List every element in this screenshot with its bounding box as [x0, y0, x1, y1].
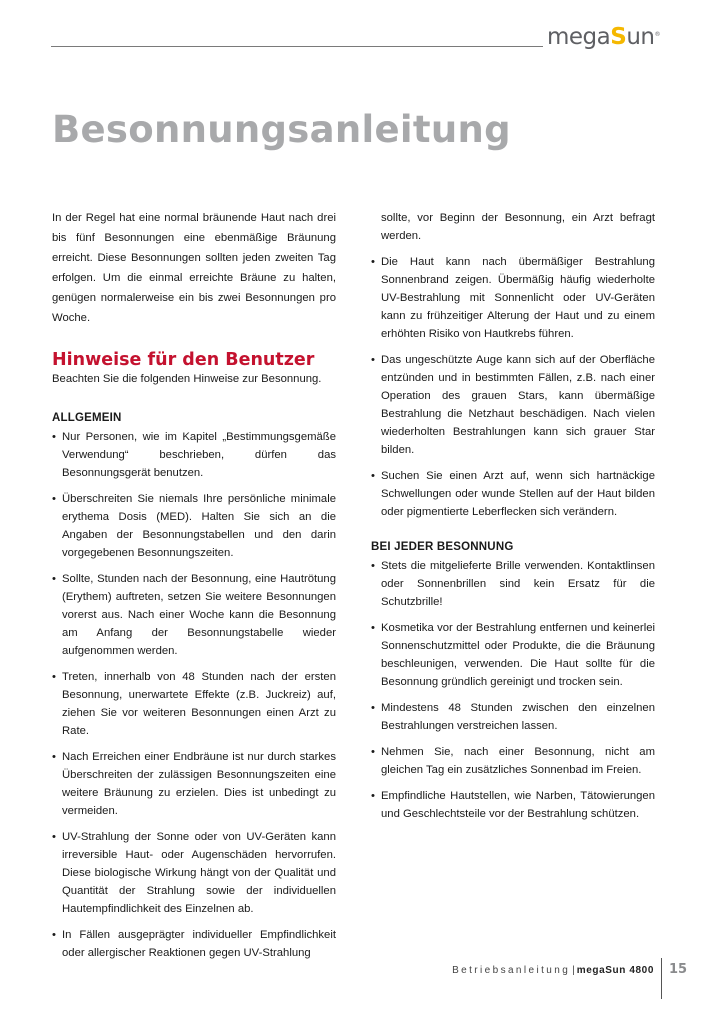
bei-jeder-list — [371, 557, 655, 823]
bullet-icon: • — [371, 702, 375, 714]
subheading-allgemein: ALLGEMEIN — [52, 412, 122, 424]
list-item — [371, 557, 655, 611]
list-item-text: Empfindliche Hautstellen, wie Narben, Tätowierungen und Geschlechtsteile vor der Bestrahlung schützen. — [381, 790, 655, 820]
list-item-text: Nur Personen, wie im Kapitel „Bestimmungsgemäße Verwendung“ beschrieben, dürfen das Besonnungsgerät benutzen. — [62, 431, 336, 479]
bullet-icon: • — [371, 256, 375, 268]
list-item-text: In Fällen ausgeprägter individueller Empfindlichkeit oder allergischer Reaktionen gegen UV-Strahlung — [62, 929, 336, 959]
list-item-text: Suchen Sie einen Arzt auf, wenn sich hartnäckige Schwellungen oder wunde Stellen auf der Haut bilden oder pigmentierte Leberflecken sich verändern. — [381, 470, 655, 518]
list-item — [52, 926, 336, 962]
list-item — [371, 351, 655, 459]
list-item — [52, 668, 336, 740]
bullet-icon: • — [52, 493, 56, 505]
list-item-text: Treten, innerhalb von 48 Stunden nach der ersten Besonnung, unerwartete Effekte (z.B. Juckreiz) auf, ziehen Sie vor weiteren Besonnungen einen Arzt zu Rate. — [62, 671, 336, 737]
footer-product-name: megaSun 4800 — [576, 965, 654, 976]
list-item — [371, 787, 655, 823]
page-title: Besonnungsanleitung — [52, 108, 511, 151]
allgemein-list — [52, 428, 336, 962]
bullet-icon: • — [52, 671, 56, 683]
bullet-icon: • — [371, 790, 375, 802]
subheading-bei-jeder-besonnung: BEI JEDER BESONNUNG — [371, 541, 514, 553]
footer-doc-label: Betriebsanleitung — [452, 965, 571, 976]
megasun-logo — [547, 22, 660, 52]
page-number: 15 — [669, 962, 688, 977]
list-item-text: Die Haut kann nach übermäßiger Bestrahlung Sonnenbrand zeigen. Übermäßig häufig wiederholte UV-Bestrahlung mit Sonnenlicht oder UV-Geräten kann zu frühzeitiger Alterung der Haut und zu einem erhöhten Risiko von Hautkrebs führen. — [381, 256, 655, 340]
list-item-text: Nehmen Sie, nach einer Besonnung, nicht am gleichen Tag ein zusätzliches Sonnenbad im Freien. — [381, 746, 655, 776]
bullet-icon: • — [52, 929, 56, 941]
list-item-text: Nach Erreichen einer Endbräune ist nur durch starkes Überschreiten der zulässigen Besonnungszeiten eine weitere Bräunung zu erzielen. Dies ist unbedingt zu vermeiden. — [62, 751, 336, 817]
list-item-continuation: sollte, vor Beginn der Besonnung, ein Arzt befragt werden. — [381, 212, 655, 242]
list-item-text: Mindestens 48 Stunden zwischen den einzelnen Bestrahlungen verstreichen lassen. — [381, 702, 655, 732]
header-rule — [51, 46, 543, 47]
bullet-icon: • — [371, 560, 375, 572]
list-item — [52, 570, 336, 660]
bullet-icon: • — [52, 431, 56, 443]
list-item — [371, 253, 655, 343]
list-item-text: Überschreiten Sie niemals Ihre persönliche minimale erythema Dosis (MED). Halten Sie sich an die Angaben der Besonnungstabellen und den darin vorgegebenen Besonnungszeiten. — [62, 493, 336, 559]
bullet-icon: • — [371, 746, 375, 758]
right-column — [371, 209, 655, 831]
list-item-text: Kosmetika vor der Bestrahlung entfernen und keinerlei Sonnenschutzmittel oder Produkte, die die Bräunung beschleunigen, verwenden. Die Haut sollte für die Besonnung gründlich gereinigt und trocken sein. — [381, 622, 655, 688]
list-item-text: Sollte, Stunden nach der Besonnung, eine Hautrötung (Erythem) auftreten, setzen Sie weitere Besonnungen vorerst aus. Nach einer Woche kann die Besonnung am Anfang der Besonnungstabelle wieder aufgenommen werden. — [62, 573, 336, 657]
list-item — [52, 828, 336, 918]
list-item-text: Stets die mitgelieferte Brille verwenden. Kontaktlinsen oder Sonnenbrillen sind kein Ersatz für die Schutzbrille! — [381, 560, 655, 608]
intro-paragraph: In der Regel hat eine normal bräunende Haut nach drei bis fünf Besonnungen eine ebenmäßige Bräunung erreicht. Diese Besonnungen sollten jeden zweiten Tag erfolgen. Um die einmal erreichte Bräune zu halten, genügen normalerweise ein bis zwei Besonnungen pro Woche. — [52, 212, 336, 324]
registered-mark: ® — [654, 31, 660, 38]
left-column — [52, 208, 336, 970]
list-item — [371, 699, 655, 735]
list-item-text: Das ungeschützte Auge kann sich auf der Oberfläche entzünden und in bestimmten Fällen, z.B. nach einer Operation des grauen Stars, kann übermäßige Bestrahlung die Netzhaut beschädigen. Nach vielen wiederholten Bestrahlungen kann sich grauer Star bilden. — [381, 354, 655, 456]
logo-accent-s: S — [610, 24, 627, 50]
bullet-icon: • — [52, 573, 56, 585]
allgemein-list-continued — [371, 253, 655, 521]
footer-separator: | — [572, 965, 575, 976]
list-item — [52, 428, 336, 482]
list-item — [371, 619, 655, 691]
list-item — [371, 743, 655, 779]
footer-label — [452, 965, 654, 976]
list-item-text: UV-Strahlung der Sonne oder von UV-Geräten kann irreversible Haut- oder Augenschäden hervorrufen. Diese biologische Wirkung hängt von der Qualität und Quantität der Strahlung sowie der individuellen Hautempfindlichkeit des Einzelnen ab. — [62, 831, 336, 915]
bullet-icon: • — [371, 470, 375, 482]
bullet-icon: • — [52, 831, 56, 843]
list-item — [371, 467, 655, 521]
bullet-icon: • — [371, 622, 375, 634]
list-item — [52, 490, 336, 562]
section-heading: Hinweise für den Benutzer — [52, 350, 315, 370]
section-lead: Beachten Sie die folgenden Hinweise zur Besonnung. — [52, 373, 322, 385]
list-item — [52, 748, 336, 820]
footer-divider — [661, 958, 662, 999]
bullet-icon: • — [52, 751, 56, 763]
bullet-icon: • — [371, 354, 375, 366]
logo-text-mega: mega — [547, 24, 611, 50]
logo-text-un: un — [626, 24, 655, 50]
